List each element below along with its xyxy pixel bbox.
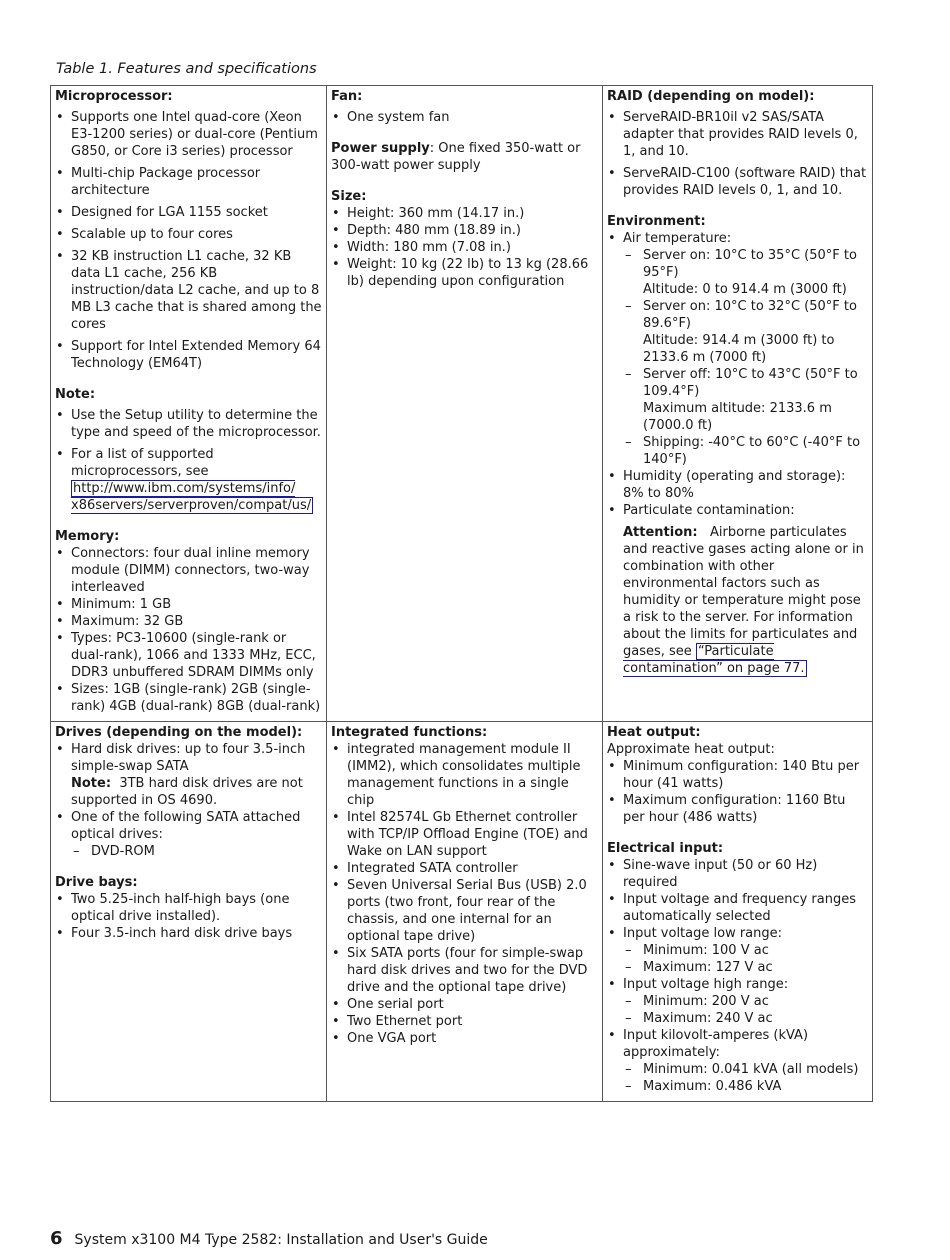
list-item: – DVD-ROM	[71, 843, 322, 860]
list-item: – Maximum: 127 V ac	[623, 959, 868, 976]
note-list	[55, 407, 322, 514]
cell-drives-bays	[51, 722, 327, 1102]
altitude-line: Altitude: 914.4 m (3000 ft) to 2133.6 m (7000 ft)	[643, 333, 835, 365]
list-item: • Scalable up to four cores	[55, 226, 322, 243]
list-item	[623, 366, 868, 434]
integrated-functions-list	[331, 741, 598, 1047]
list-item	[607, 230, 868, 468]
list-item: • 32 KB instruction L1 cache, 32 KB data L1 cache, 256 KB instruction/data L2 cache, and up to 8 MB L3 cache that is shared among the cores	[55, 248, 322, 333]
list-item	[623, 247, 868, 298]
list-item: • Supports one Intel quad-core (Xeon E3-1200 series) or dual-core (Pentium G850, or Core i3 series) processor	[55, 109, 322, 160]
cell-microprocessor-memory	[51, 86, 327, 722]
list-item: • Minimum configuration: 140 Btu per hour (41 watts)	[607, 758, 868, 792]
memory-heading: Memory:	[55, 529, 120, 544]
list-item: • Width: 180 mm (7.08 in.)	[331, 239, 598, 256]
list-item: • Minimum: 1 GB	[55, 596, 322, 613]
list-item: • Support for Intel Extended Memory 64 Technology (EM64T)	[55, 338, 322, 372]
list-item: • Weight: 10 kg (22 lb) to 13 kg (28.66 lb) depending upon configuration	[331, 256, 598, 290]
attention-notice	[607, 524, 868, 677]
low-range-list	[623, 942, 868, 976]
list-item: • Types: PC3-10600 (single-rank or dual-rank), 1066 and 1333 MHz, ECC, DDR3 unbuffered SDRAM DIMMs only	[55, 630, 322, 681]
list-item: • One system fan	[331, 109, 598, 126]
list-item: • Connectors: four dual inline memory module (DIMM) connectors, two-way interleaved	[55, 545, 322, 596]
fan-list	[331, 109, 598, 126]
list-item: • Sine-wave input (50 or 60 Hz) required	[607, 857, 868, 891]
list-item	[607, 925, 868, 976]
cell-heat-electrical	[603, 722, 873, 1102]
list-item: • integrated management module II (IMM2), which consolidates multiple management functions in a single chip	[331, 741, 598, 809]
size-heading: Size:	[331, 189, 367, 204]
drive-bays-list	[55, 891, 322, 942]
air-temp-line: – Server off: 10°C to 43°C (50°F to 109.4°F)	[643, 367, 858, 399]
serverproven-link[interactable]: http://www.ibm.com/systems/info/ x86servers/serverproven/compat/us/	[71, 481, 312, 513]
page-footer	[50, 1228, 488, 1249]
raid-list	[607, 109, 868, 199]
drives-list	[55, 741, 322, 860]
optical-text: One of the following SATA attached optical drives:	[71, 810, 301, 842]
list-item: • Integrated SATA controller	[331, 860, 598, 877]
altitude-line: Altitude: 0 to 914.4 m (3000 ft)	[643, 282, 847, 297]
list-item: • Input voltage and frequency ranges automatically selected	[607, 891, 868, 925]
list-item: • Multi-chip Package processor architecture	[55, 165, 322, 199]
list-item: • Two 5.25-inch half-high bays (one optical drive installed).	[55, 891, 322, 925]
list-item: – Maximum: 0.486 kVA	[623, 1078, 868, 1095]
list-item	[55, 446, 322, 514]
memory-list	[55, 545, 322, 715]
optical-types-list	[71, 843, 322, 860]
air-temp-line: – Server on: 10°C to 32°C (50°F to 89.6°F)	[643, 299, 857, 331]
list-item: • Six SATA ports (four for simple-swap hard disk drives and two for the DVD drive and the optional tape drive)	[331, 945, 598, 996]
drives-note-text: 3TB hard disk drives are not supported in OS 4690.	[71, 776, 303, 808]
attention-text: Airborne particulates and reactive gases acting alone or in combination with other environmental factors such as humidity or temperature might pose a risk to the server. For information about the limits for particulates and gases, see	[623, 525, 864, 659]
list-item: • Designed for LGA 1155 socket	[55, 204, 322, 221]
hdd-text: Hard disk drives: up to four 3.5-inch simple-swap SATA	[71, 742, 306, 774]
note-text: For a list of supported microprocessors, see	[71, 447, 214, 479]
cell-raid-environment	[603, 86, 873, 722]
air-temp-line: – Server on: 10°C to 35°C (50°F to 95°F)	[643, 248, 857, 280]
list-item: • One serial port	[331, 996, 598, 1013]
kva-label: Input kilovolt-amperes (kVA) approximately:	[623, 1028, 809, 1060]
list-item: – Minimum: 100 V ac	[623, 942, 868, 959]
features-specifications-table	[50, 85, 873, 1102]
footer-title: System x3100 M4 Type 2582: Installation and User's Guide	[74, 1232, 488, 1248]
list-item: • Intel 82574L Gb Ethernet controller with TCP/IP Offload Engine (TOE) and Wake on LAN support	[331, 809, 598, 860]
environment-heading: Environment:	[607, 214, 706, 229]
size-list	[331, 205, 598, 290]
list-item: • Humidity (operating and storage): 8% to 80%	[607, 468, 868, 502]
power-supply-label: Power supply	[331, 141, 430, 156]
list-item: – Minimum: 0.041 kVA (all models)	[623, 1061, 868, 1078]
kva-list	[623, 1061, 868, 1095]
high-range-list	[623, 993, 868, 1027]
altitude-line: Maximum altitude: 2133.6 m (7000.0 ft)	[643, 401, 832, 433]
list-item: • Maximum: 32 GB	[55, 613, 322, 630]
power-supply	[331, 140, 598, 174]
list-item	[55, 741, 322, 809]
integrated-functions-heading: Integrated functions:	[331, 725, 488, 740]
attention-label: Attention:	[623, 525, 698, 540]
list-item	[55, 809, 322, 860]
list-item	[623, 434, 868, 468]
list-item: • Sizes: 1GB (single-rank) 2GB (single-rank) 4GB (dual-rank) 8GB (dual-rank)	[55, 681, 322, 715]
list-item: • Seven Universal Serial Bus (USB) 2.0 ports (two front, four rear of the chassis, and one internal for an optional tape drive)	[331, 877, 598, 945]
particulate-contamination-link[interactable]: “Particulate contamination” on page 77.	[623, 644, 805, 676]
list-item: • One VGA port	[331, 1030, 598, 1047]
list-item: • Particulate contamination:	[607, 502, 868, 519]
electrical-input-heading: Electrical input:	[607, 841, 724, 856]
list-item: • Maximum configuration: 1160 Btu per hour (486 watts)	[607, 792, 868, 826]
air-temp-line: – Shipping: -40°C to 60°C (-40°F to 140°F)	[643, 435, 861, 467]
environment-list	[607, 230, 868, 519]
table-caption: Table 1. Features and specifications	[56, 61, 317, 77]
microprocessor-heading: Microprocessor:	[55, 89, 173, 104]
list-item	[607, 1027, 868, 1095]
drives-note-label: Note:	[71, 776, 112, 791]
list-item: • Two Ethernet port	[331, 1013, 598, 1030]
list-item	[607, 976, 868, 1027]
fan-heading: Fan:	[331, 89, 363, 104]
air-temperature-list	[623, 247, 868, 468]
list-item: • Four 3.5-inch hard disk drive bays	[55, 925, 322, 942]
list-item: • ServeRAID-BR10il v2 SAS/SATA adapter that provides RAID levels 0, 1, and 10.	[607, 109, 868, 160]
drives-heading: Drives (depending on the model):	[55, 725, 303, 740]
list-item	[623, 298, 868, 366]
heat-output-list	[607, 758, 868, 826]
list-item: – Minimum: 200 V ac	[623, 993, 868, 1010]
raid-heading: RAID (depending on model):	[607, 89, 815, 104]
list-item: – Maximum: 240 V ac	[623, 1010, 868, 1027]
list-item: • Height: 360 mm (14.17 in.)	[331, 205, 598, 222]
drive-bays-heading: Drive bays:	[55, 875, 138, 890]
list-item: • Use the Setup utility to determine the type and speed of the microprocessor.	[55, 407, 322, 441]
air-temperature-label: Air temperature:	[623, 231, 732, 246]
heat-output-heading: Heat output:	[607, 725, 701, 740]
list-item: • ServeRAID-C100 (software RAID) that provides RAID levels 0, 1, and 10.	[607, 165, 868, 199]
low-range-label: Input voltage low range:	[623, 926, 783, 941]
microprocessor-list	[55, 109, 322, 372]
high-range-label: Input voltage high range:	[623, 977, 789, 992]
heat-output-intro: Approximate heat output:	[607, 742, 775, 757]
page-number: 6	[50, 1228, 63, 1249]
note-heading: Note:	[55, 387, 96, 402]
list-item: • Depth: 480 mm (18.89 in.)	[331, 222, 598, 239]
power-supply-text: : One fixed 350-watt or 300-watt power supply	[331, 141, 581, 173]
electrical-input-list	[607, 857, 868, 1095]
cell-integrated-functions	[327, 722, 603, 1102]
cell-fan-power-size	[327, 86, 603, 722]
